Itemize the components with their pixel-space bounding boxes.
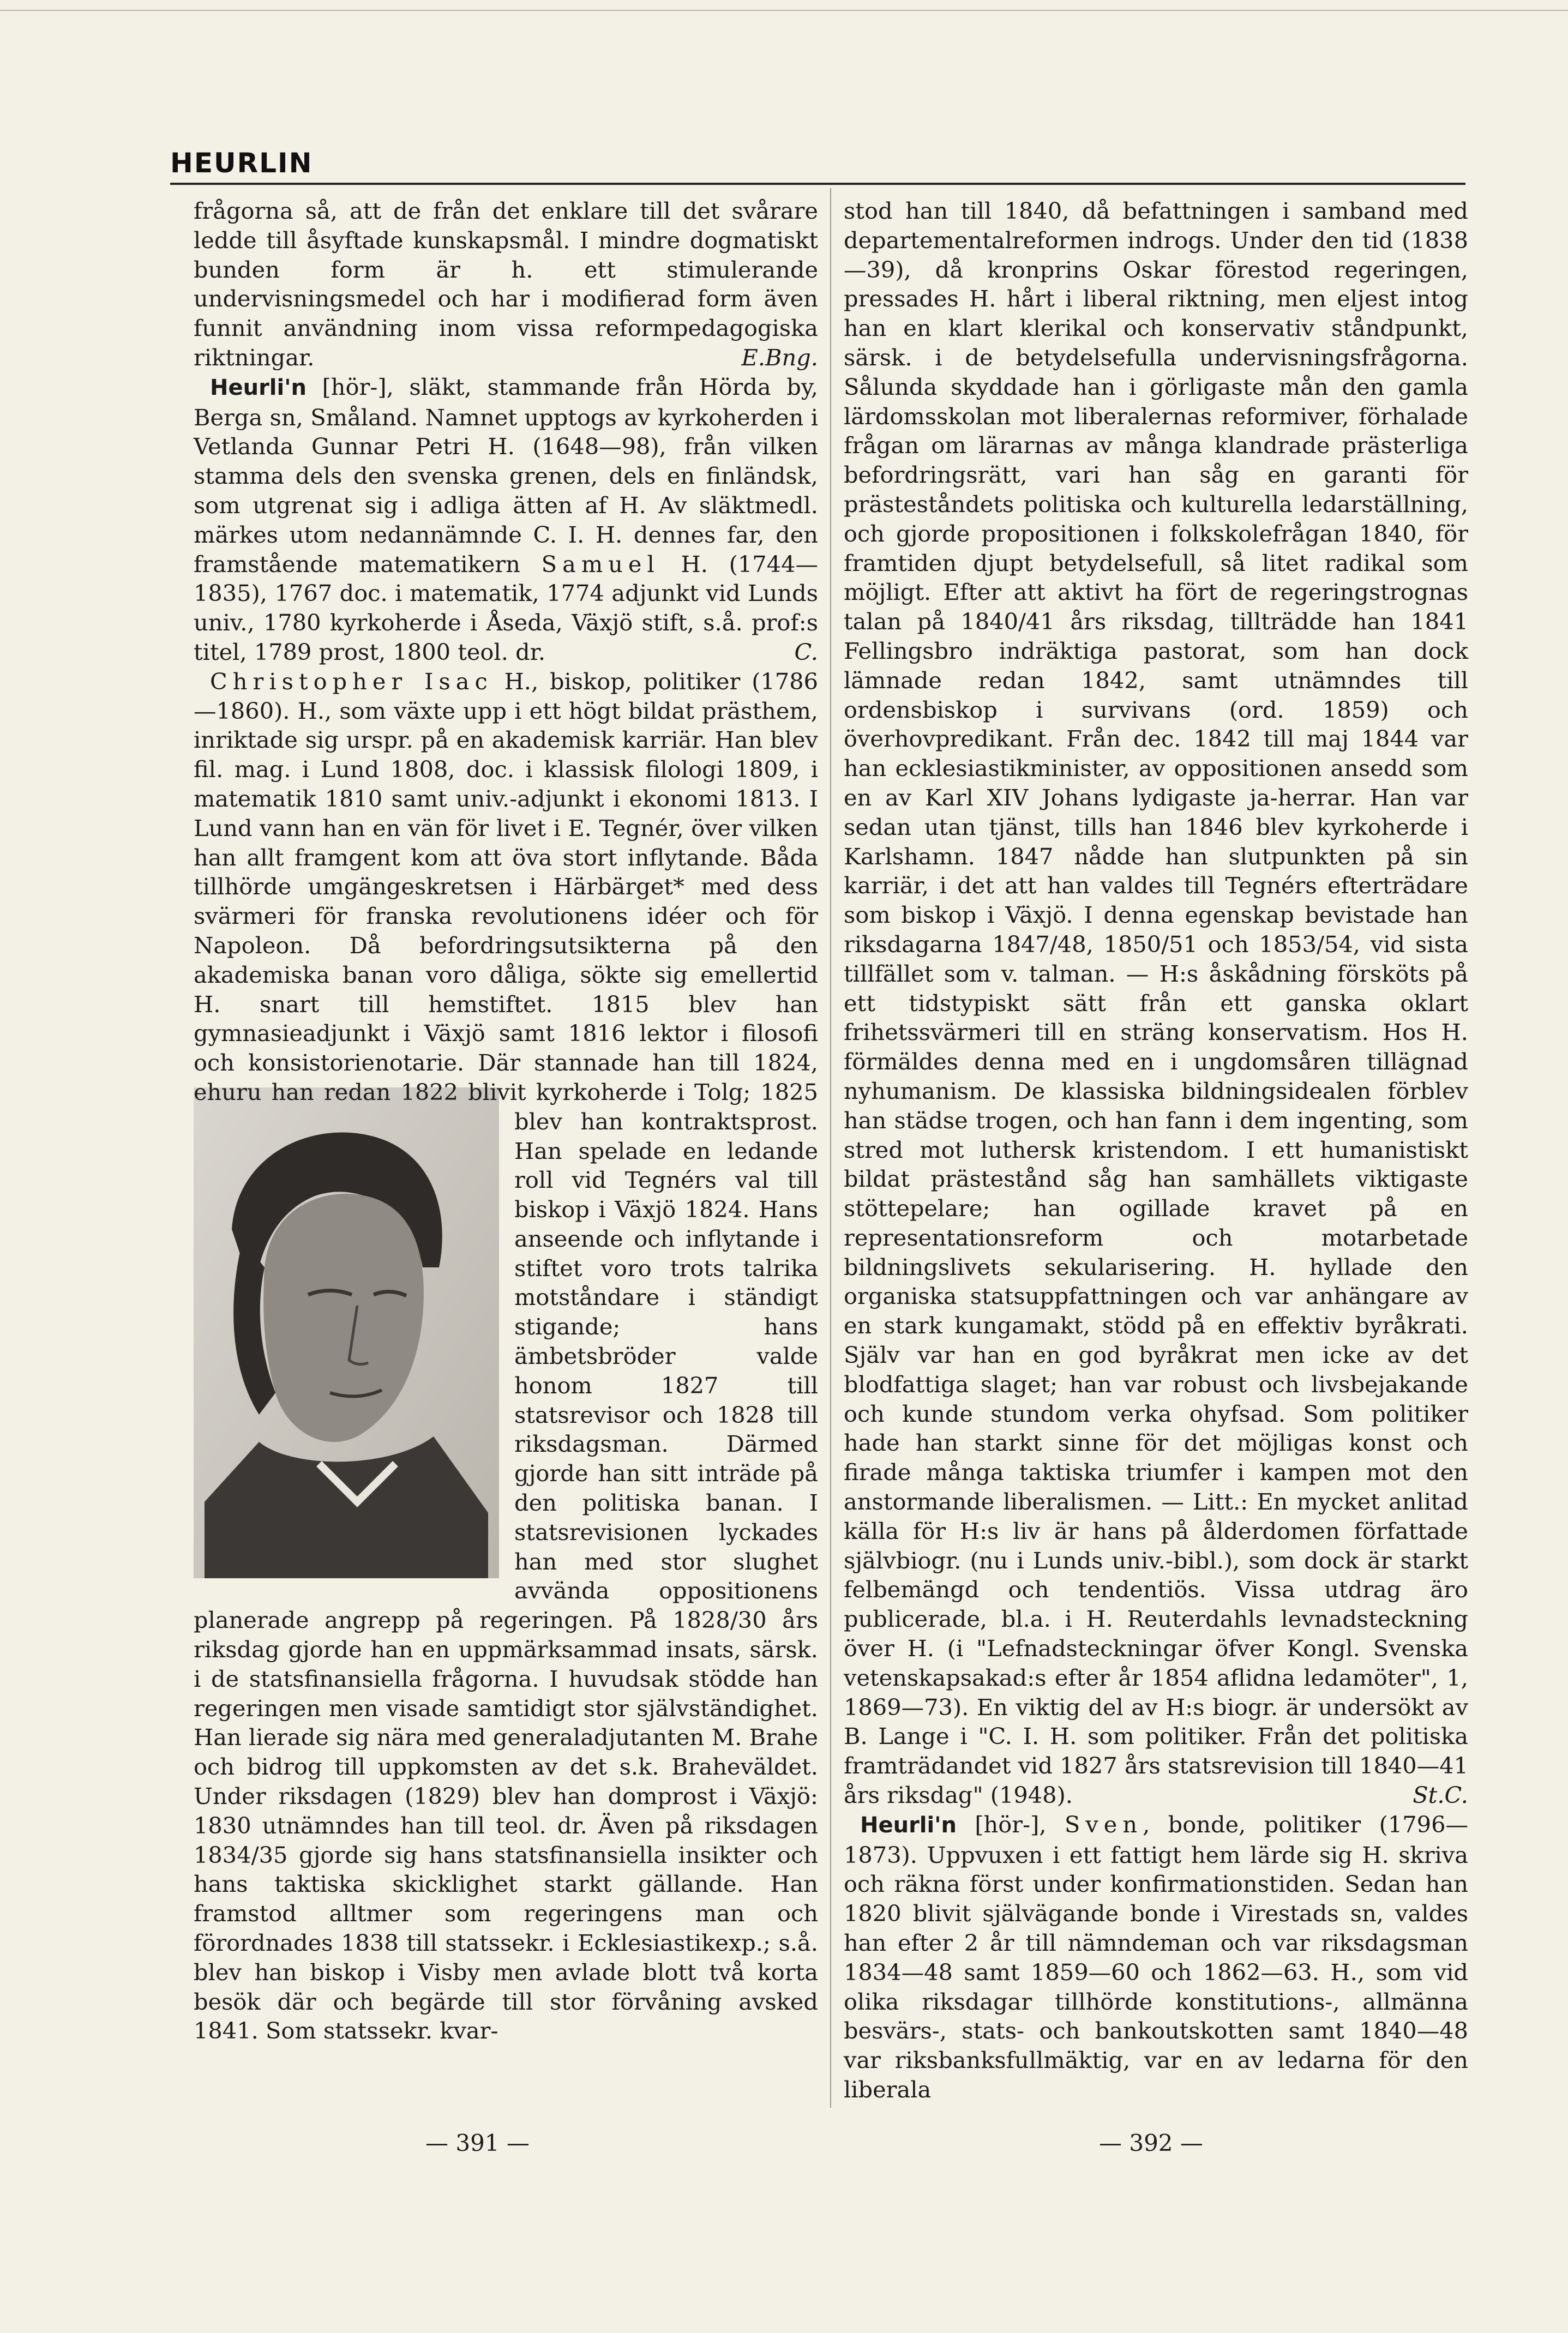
column-divider [830, 188, 831, 2108]
person-name: Christopher Isac [210, 668, 493, 695]
entry-text: H. (1744—1835), 1767 doc. i matematik, 1774 adjunkt vid Lunds univ., 1780 kyrkoherde i Åseda, Växjö stift, s.å. prof:s titel, 1789 prost, 1800 teol. dr. [194, 550, 818, 665]
entry-sven [844, 1810, 1468, 2104]
running-header: HEURLIN [170, 147, 313, 179]
entry-headword: Heurli'n [860, 1812, 957, 1838]
paragraph-text: frågorna så, att de från det enklare till det svårare ledde till åsyftade kunskapsmål. I mindre dogmatiskt bunden form är h. ett stimulerande undervisningsmedel och har i modifierad form även funnit användning inom vissa reformpedagogiska riktningar. [194, 197, 818, 371]
entry-text: H., biskop, politiker (1786—1860). H., som växte upp i ett högt bildat prästhem, inriktade sig urspr. på en akademisk karriär. Han blev fil. mag. i Lund 1808, doc. i klassisk filologi 1809, i matematik 1810 samt univ.-adjunkt i ekonomi 1813. I Lund vann han en vän för livet i E. Tegnér, över vilken han allt framgent kom att öva stort inflytande. Båda tillhörde umgängeskretsen i Härbärget* med dess svärmeri för franska revolutionens idéer och för Napoleon. Då befordringsutsikterna på den akademiska banan voro dåliga, sökte sig emellertid H. snart till hemstiftet. 1815 blev han gymnasieadjunkt i Växjö samt 1816 lektor i filosofi och konsistorienotarie. Där stannade han till 1824, ehuru han redan 1822 [194, 668, 818, 1105]
entry-text: blivit kyrkoherde i Tolg; 1825 blev han kontraktsprost. Han spelade en ledande roll vid Tegnérs val till biskop i Växjö 1824. Hans anseende och inflytande i stiftet voro trots talrika motståndare i ständigt stigande; hans ämbetsbröder valde honom 1827 till statsrevisor och 1828 till riksdagsman. Därmed gjorde han sitt inträde på den politiska banan. I statsrevisionen lyckades han med stor slughet avvända oppositionens planerade angrepp på regeringen. På 1828/30 års riksdag gjorde han en uppmärksammad insats, särsk. i de statsfinansiella frågorna. I huvudsak stödde han regeringen men visade samtidigt stor självständighet. Han lierade sig nära med generaladjutanten M. Brahe och bidrog till uppkomsten av det s.k. Braheväldet. Under riksdagen (1829) blev han domprost i Växjö: 1830 utnämndes han till teol. dr. Även på riksdagen 1834/35 gjorde sig hans statsfinansiella insikter och hans taktiska skicklighet starkt gällande. Han framstod alltmer som regeringens man och förordnades 1838 till statssekr. i Ecklesiastikexp.; s.å. blev han biskop i Visby men avlade blott två korta besök där och begärde till stor förvåning avsked 1841. Som statssekr. kvar- [194, 1078, 818, 2045]
paragraph-education [194, 196, 818, 372]
author-signature: E.Bng. [741, 344, 818, 371]
entry-text: [hör-], [975, 1811, 1047, 1838]
entry-text: , bonde, politiker (1796—1873). Uppvuxen i ett fattigt hem lärde sig H. skriva och räkna först under konfirmationstiden. Sedan han 1820 blivit självägande bonde i Virestads sn, valdes han efter 2 år till nämndeman och var riksdagsman 1834—48 samt 1859—60 och 1862—63. H., som vid olika riksdagar tillhörde konstitutions-, allmänna besvärs-, stats- och bankoutskotten samt 1840—48 var riksbanksfullmäktig, var en av ledarna för den liberala [844, 1811, 1468, 2103]
page-number-right: — 392 — [1099, 2130, 1203, 2156]
right-column [844, 196, 1468, 2104]
entry-christopher [194, 667, 818, 2046]
entry-headword: Heurli'n [210, 375, 307, 400]
paragraph-continuation [844, 196, 1468, 1810]
person-name: Sven [1064, 1811, 1143, 1838]
entry-family [194, 372, 818, 667]
entry-text: [hör-], släkt, stammande från Hörda by, Berga sn, Småland. Namnet upptogs av kyrkoherden i Vetlanda Gunnar Petri H. (1648—98), från vilken stamma dels den svenska grenen, dels en finländsk, som utgrenat sig i adliga ätten af H. Av släktmedl. märkes utom nedannämnde C. I. H. dennes far, den framstående matematikern [194, 373, 818, 578]
paragraph-text: stod han till 1840, då befattningen i samband med departementalreformen indrogs. Under den tid (1838—39), då kronprins Oskar förestod regeringen, pressades H. hårt i liberal riktning, men eljest intog han en klart klerikal och konservativ ståndpunkt, särsk. i de betydelsefulla undervisningsfrågorna. Sålunda skyddade han i görligaste mån den gamla lärdomsskolan mot liberalernas reformiver, förhalade frågan om lärarnas av många klandrade prästerliga befordringsrätt, vari han såg en garanti för prästeståndets politiska och kulturella ledarställning, och gjorde propositionen i folkskolefrågan 1840, för framtiden djupt betydelsefull, så litet radikal som möjligt. Efter att aktivt ha fört de regeringstrognas talan på 1840/41 års riksdag, tillträdde han 1841 Fellingsbro indräktiga pastorat, som han dock lämnade redan 1842, samt utnämndes till ordensbiskop i survivans (ord. 1859) och överhovpredikant. Från dec. 1842 till maj 1844 var han ecklesiastikminister, av oppositionen ansedd som en av Karl XIV Johans lydigaste ja-herrar. Han var sedan utan tjänst, tills han 1846 blev kyrkoherde i Karlshamn. 1847 nådde han slutpunkten på sin karriär, i det att han valdes till Tegnérs efterträdare som biskop i Växjö. I denna egenskap bevistade han riksdagarna 1847/48, 1850/51 och 1853/54, vid sista tillfället som v. talman. — H:s åskådning försköts på ett tidstypiskt sätt från ett ganska oklart frihetssvärmeri till en sträng konservatism. Hos H. förmäldes denna med en i ungdomsåren tillägnad nyhumanism. De klassiska bildningsidealen förblev han städse trogen, och han fann i dem ingenting, som stred mot luthersk kristendom. I ett humanistiskt bildat prästestånd såg han samhällets viktigaste stöttepelare; han ogillade kravet på en representationsreform och motarbetade bildningslivets sekularisering. H. hyllade den organiska statsuppfattningen och var anhängare av en stark kungamakt, stödd på en effektiv byråkrati. Själv var han en god byråkrat men icke av det blodfattiga slaget; han var robust och livsbejakande och kunde stundom verka ohyfsad. Som politiker hade han starkt sinne för det möjligas konst och firade många taktiska triumfer i kampen mot den anstormande liberalismen. — Litt.: En mycket anlitad källa för H:s liv är hans på ålderdomen författade självbiogr. (nu i Lunds univ.-bibl.), som dock är starkt felbemängd och tendentiös. Vissa utdrag äro publicerade, bl.a. i H. Reuterdahls levnadsteckning över H. (i "Lefnadsteckningar öfver Kongl. Svenska vetenskapsakad:s efter år 1854 aflidna ledamöter", 1, 1869—73). En viktig del av H:s biogr. är undersökt av B. Lange i "C. I. H. som politiker. Från det politiska framträdandet vid 1827 års statsrevision till 1840—41 års riksdag" (1948). [844, 197, 1468, 1809]
author-signature: C. [794, 638, 818, 665]
author-signature: St.C. [1413, 1782, 1468, 1809]
portrait-image [194, 1087, 499, 1578]
left-column [194, 196, 818, 2046]
person-name: Samuel [541, 550, 660, 578]
header-rule [170, 183, 1465, 185]
top-rule [0, 10, 1568, 11]
page-number-left: — 391 — [425, 2130, 530, 2156]
